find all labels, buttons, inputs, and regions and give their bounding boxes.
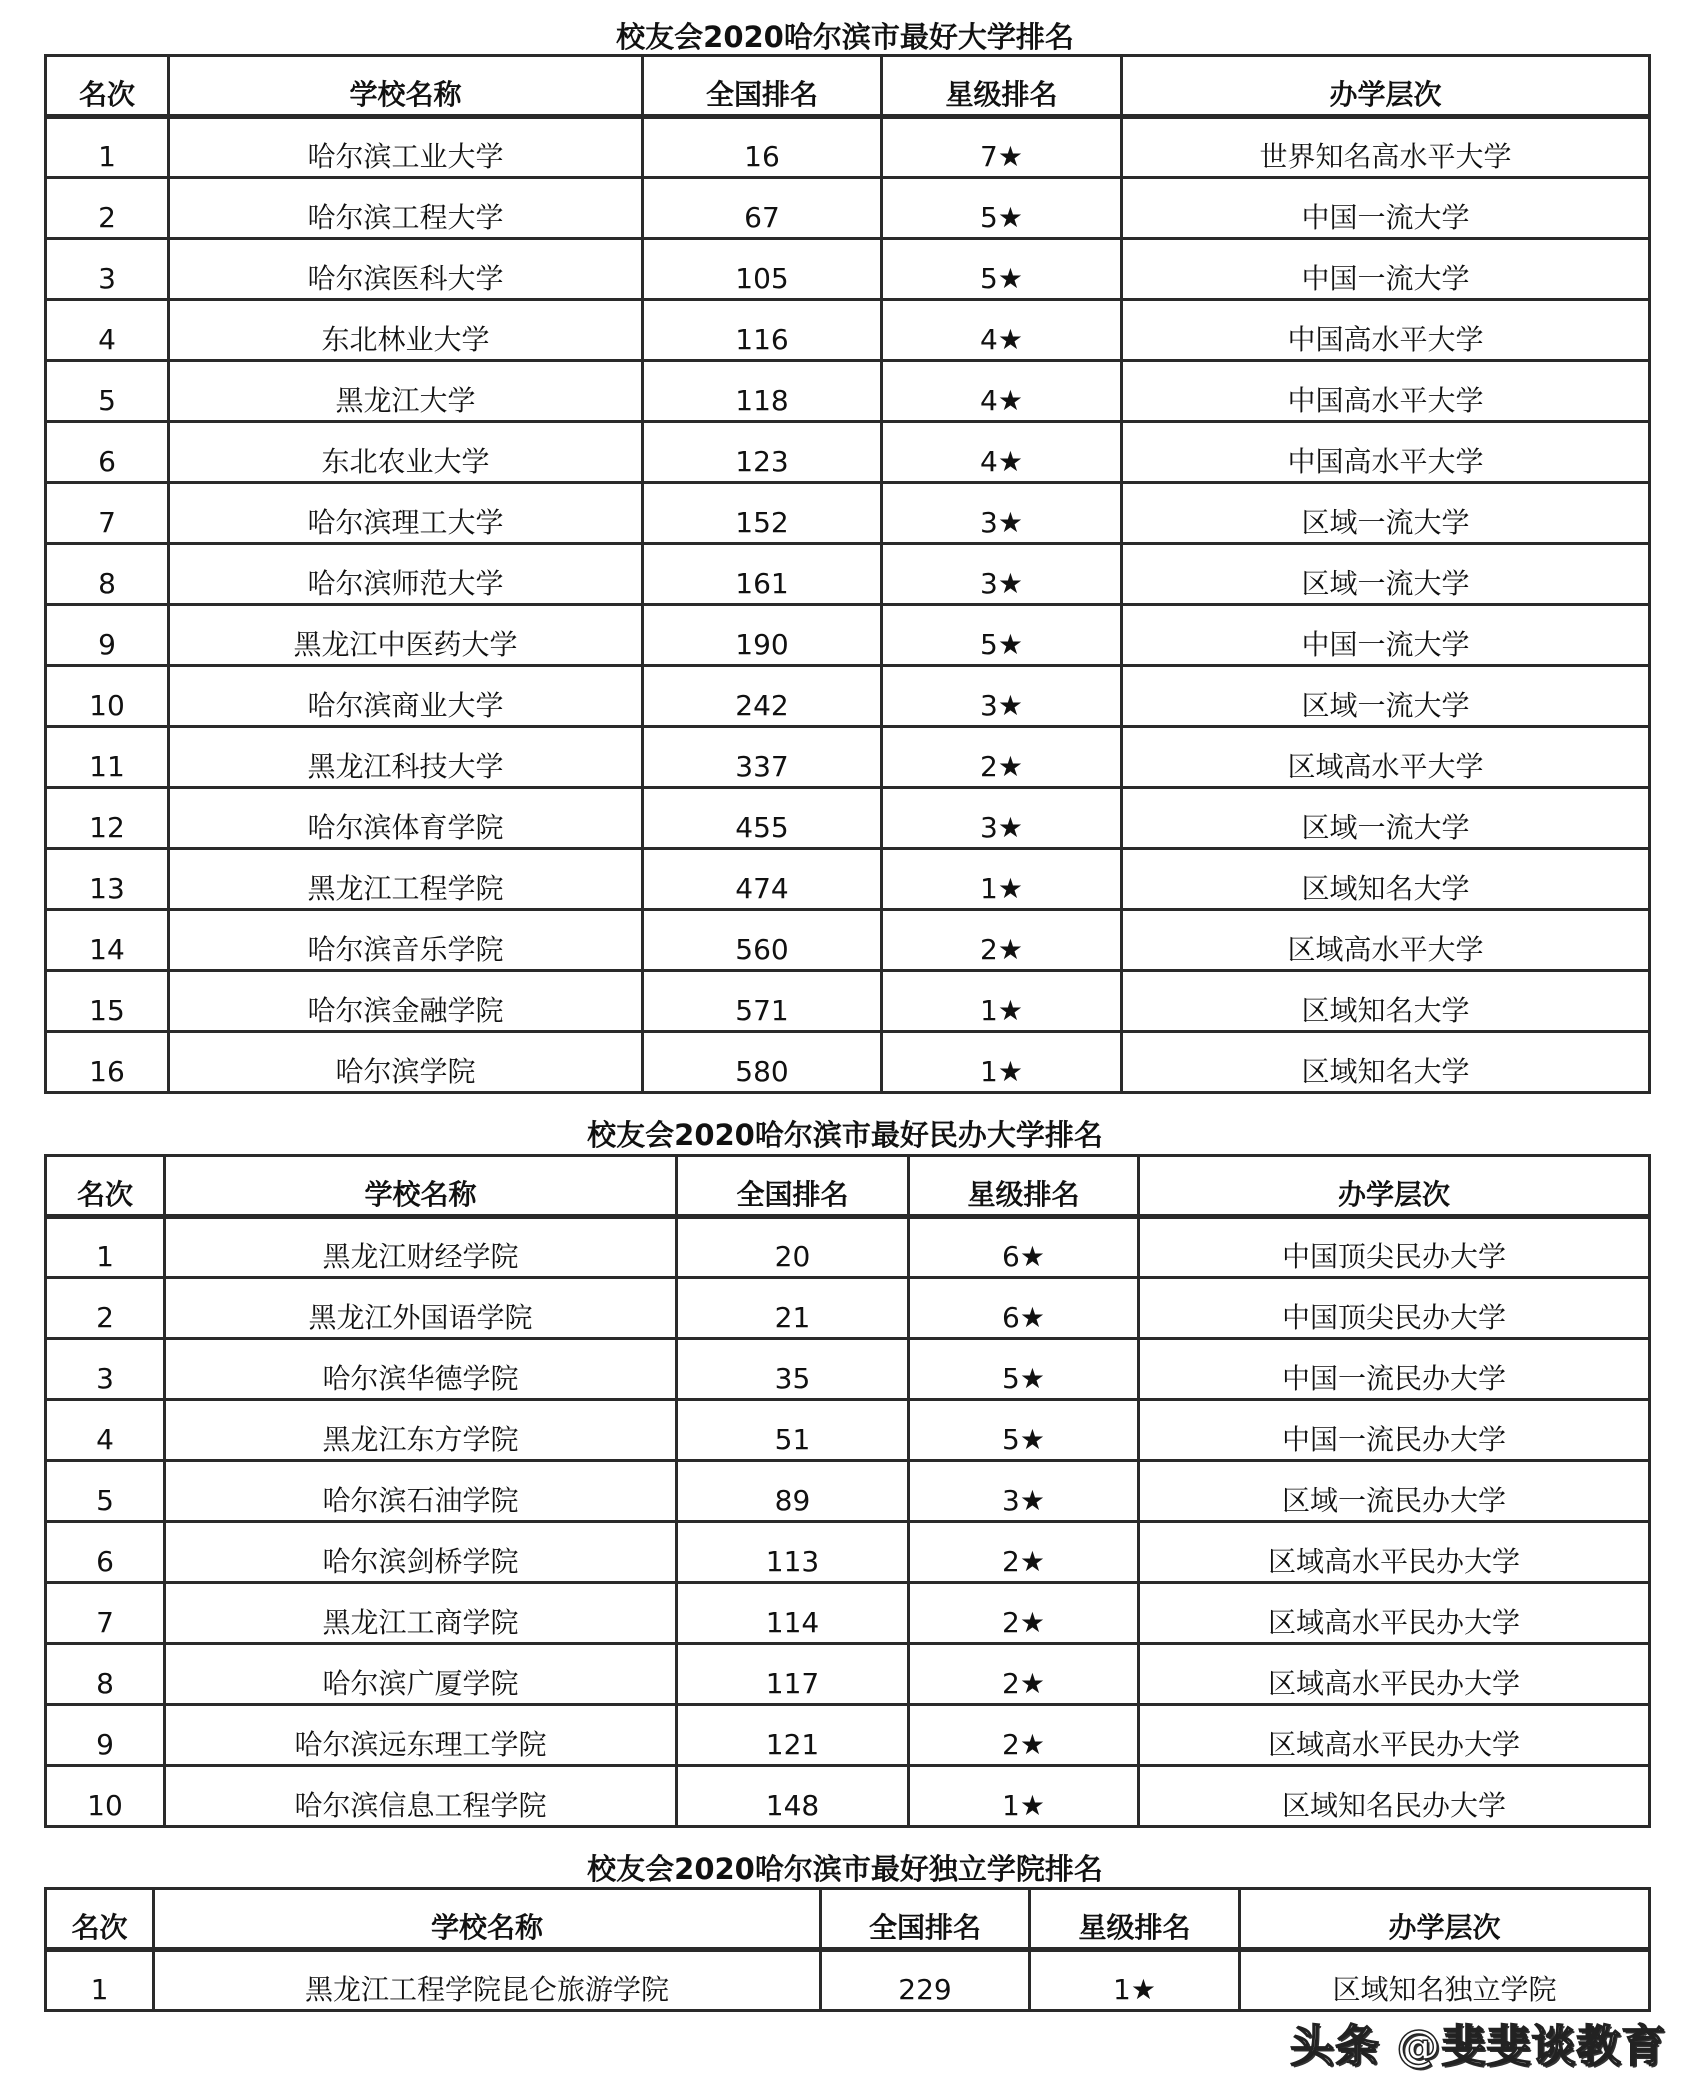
cell-rank: 2	[46, 178, 169, 239]
cell-star-rating: 7★	[882, 117, 1122, 178]
cell-national-rank: 21	[677, 1278, 909, 1339]
cell-school-name: 哈尔滨工程大学	[169, 178, 643, 239]
cell-rank: 10	[46, 666, 169, 727]
cell-level: 中国顶尖民办大学	[1139, 1278, 1650, 1339]
header-rank: 名次	[46, 56, 169, 117]
cell-star-rating: 1★	[1030, 1950, 1240, 2011]
table-row	[46, 178, 1650, 239]
cell-school-name: 哈尔滨音乐学院	[169, 910, 643, 971]
cell-level: 区域高水平大学	[1122, 727, 1650, 788]
table-row	[46, 727, 1650, 788]
cell-school-name: 黑龙江外国语学院	[165, 1278, 677, 1339]
cell-national-rank: 229	[821, 1950, 1030, 2011]
header-star-rating: 星级排名	[882, 56, 1122, 117]
cell-national-rank: 116	[643, 300, 882, 361]
cell-national-rank: 148	[677, 1766, 909, 1827]
cell-level: 区域一流民办大学	[1139, 1461, 1650, 1522]
table-row	[46, 239, 1650, 300]
cell-level: 区域一流大学	[1122, 788, 1650, 849]
cell-national-rank: 16	[643, 117, 882, 178]
header-row	[46, 56, 1650, 117]
cell-rank: 15	[46, 971, 169, 1032]
cell-national-rank: 161	[643, 544, 882, 605]
cell-level: 中国一流大学	[1122, 178, 1650, 239]
cell-national-rank: 118	[643, 361, 882, 422]
cell-school-name: 黑龙江工商学院	[165, 1583, 677, 1644]
cell-level: 中国一流民办大学	[1139, 1339, 1650, 1400]
cell-level: 区域高水平大学	[1122, 910, 1650, 971]
header-school-name: 学校名称	[165, 1156, 677, 1217]
header-rank: 名次	[46, 1889, 154, 1950]
cell-national-rank: 123	[643, 422, 882, 483]
header-national-rank: 全国排名	[821, 1889, 1030, 1950]
cell-national-rank: 117	[677, 1644, 909, 1705]
cell-level: 区域高水平民办大学	[1139, 1705, 1650, 1766]
cell-level: 中国一流大学	[1122, 605, 1650, 666]
cell-level: 中国顶尖民办大学	[1139, 1217, 1650, 1278]
cell-star-rating: 3★	[882, 483, 1122, 544]
header-row	[46, 1889, 1650, 1950]
cell-star-rating: 5★	[882, 605, 1122, 666]
cell-star-rating: 3★	[882, 666, 1122, 727]
cell-star-rating: 5★	[909, 1339, 1139, 1400]
table-row	[46, 788, 1650, 849]
table-row	[46, 300, 1650, 361]
cell-star-rating: 1★	[909, 1766, 1139, 1827]
cell-school-name: 黑龙江大学	[169, 361, 643, 422]
cell-star-rating: 4★	[882, 422, 1122, 483]
table-row	[46, 605, 1650, 666]
cell-national-rank: 20	[677, 1217, 909, 1278]
cell-star-rating: 2★	[909, 1583, 1139, 1644]
cell-rank: 9	[46, 1705, 165, 1766]
cell-rank: 8	[46, 1644, 165, 1705]
cell-level: 区域一流大学	[1122, 544, 1650, 605]
cell-rank: 14	[46, 910, 169, 971]
table-row	[46, 971, 1650, 1032]
header-national-rank: 全国排名	[643, 56, 882, 117]
cell-school-name: 黑龙江财经学院	[165, 1217, 677, 1278]
cell-school-name: 黑龙江东方学院	[165, 1400, 677, 1461]
table-row	[46, 1950, 1650, 2011]
cell-star-rating: 3★	[882, 544, 1122, 605]
table-title-private-universities: 校友会2020哈尔滨市最好民办大学排名	[587, 1118, 1103, 1152]
cell-star-rating: 6★	[909, 1278, 1139, 1339]
table-row	[46, 1278, 1650, 1339]
cell-level: 区域一流大学	[1122, 483, 1650, 544]
cell-national-rank: 114	[677, 1583, 909, 1644]
cell-national-rank: 474	[643, 849, 882, 910]
table-title-universities: 校友会2020哈尔滨市最好大学排名	[616, 20, 1074, 54]
cell-rank: 4	[46, 300, 169, 361]
cell-national-rank: 51	[677, 1400, 909, 1461]
cell-rank: 6	[46, 1522, 165, 1583]
cell-rank: 11	[46, 727, 169, 788]
cell-star-rating: 3★	[882, 788, 1122, 849]
cell-level: 区域知名大学	[1122, 849, 1650, 910]
cell-rank: 2	[46, 1278, 165, 1339]
cell-rank: 7	[46, 1583, 165, 1644]
cell-level: 区域一流大学	[1122, 666, 1650, 727]
cell-level: 区域知名大学	[1122, 971, 1650, 1032]
table-row	[46, 1032, 1650, 1093]
header-school-name: 学校名称	[154, 1889, 821, 1950]
cell-national-rank: 337	[643, 727, 882, 788]
header-star-rating: 星级排名	[909, 1156, 1139, 1217]
cell-level: 区域知名民办大学	[1139, 1766, 1650, 1827]
cell-school-name: 黑龙江科技大学	[169, 727, 643, 788]
table-row	[46, 1217, 1650, 1278]
header-school-name: 学校名称	[169, 56, 643, 117]
cell-school-name: 哈尔滨师范大学	[169, 544, 643, 605]
table-row	[46, 1583, 1650, 1644]
cell-star-rating: 2★	[909, 1705, 1139, 1766]
cell-national-rank: 121	[677, 1705, 909, 1766]
cell-rank: 5	[46, 361, 169, 422]
cell-school-name: 哈尔滨远东理工学院	[165, 1705, 677, 1766]
cell-rank: 1	[46, 117, 169, 178]
cell-national-rank: 560	[643, 910, 882, 971]
table-row	[46, 117, 1650, 178]
table-row	[46, 910, 1650, 971]
cell-rank: 1	[46, 1217, 165, 1278]
table-row	[46, 849, 1650, 910]
cell-star-rating: 2★	[909, 1522, 1139, 1583]
table-row	[46, 666, 1650, 727]
cell-star-rating: 5★	[882, 239, 1122, 300]
cell-school-name: 哈尔滨石油学院	[165, 1461, 677, 1522]
cell-school-name: 哈尔滨医科大学	[169, 239, 643, 300]
private-universities-table	[44, 1154, 1651, 1828]
independent-colleges-table	[44, 1887, 1651, 2012]
cell-star-rating: 5★	[909, 1400, 1139, 1461]
header-level: 办学层次	[1139, 1156, 1650, 1217]
cell-level: 中国高水平大学	[1122, 422, 1650, 483]
cell-national-rank: 190	[643, 605, 882, 666]
cell-rank: 9	[46, 605, 169, 666]
cell-rank: 7	[46, 483, 169, 544]
cell-level: 中国高水平大学	[1122, 300, 1650, 361]
cell-star-rating: 2★	[909, 1644, 1139, 1705]
cell-level: 区域知名大学	[1122, 1032, 1650, 1093]
cell-school-name: 哈尔滨信息工程学院	[165, 1766, 677, 1827]
cell-school-name: 黑龙江工程学院	[169, 849, 643, 910]
cell-star-rating: 3★	[909, 1461, 1139, 1522]
cell-school-name: 哈尔滨工业大学	[169, 117, 643, 178]
cell-school-name: 哈尔滨学院	[169, 1032, 643, 1093]
cell-level: 区域高水平民办大学	[1139, 1522, 1650, 1583]
cell-school-name: 东北林业大学	[169, 300, 643, 361]
cell-school-name: 哈尔滨华德学院	[165, 1339, 677, 1400]
cell-level: 中国一流大学	[1122, 239, 1650, 300]
cell-star-rating: 4★	[882, 361, 1122, 422]
cell-level: 区域高水平民办大学	[1139, 1644, 1650, 1705]
cell-star-rating: 1★	[882, 849, 1122, 910]
cell-national-rank: 455	[643, 788, 882, 849]
cell-school-name: 哈尔滨剑桥学院	[165, 1522, 677, 1583]
cell-national-rank: 35	[677, 1339, 909, 1400]
table-row	[46, 483, 1650, 544]
cell-rank: 12	[46, 788, 169, 849]
cell-star-rating: 4★	[882, 300, 1122, 361]
cell-national-rank: 89	[677, 1461, 909, 1522]
cell-rank: 3	[46, 239, 169, 300]
table-row	[46, 544, 1650, 605]
header-national-rank: 全国排名	[677, 1156, 909, 1217]
cell-level: 区域高水平民办大学	[1139, 1583, 1650, 1644]
table-row	[46, 1766, 1650, 1827]
cell-national-rank: 113	[677, 1522, 909, 1583]
table-row	[46, 422, 1650, 483]
cell-star-rating: 6★	[909, 1217, 1139, 1278]
cell-school-name: 哈尔滨理工大学	[169, 483, 643, 544]
cell-school-name: 哈尔滨广厦学院	[165, 1644, 677, 1705]
cell-rank: 10	[46, 1766, 165, 1827]
table-row	[46, 1522, 1650, 1583]
cell-national-rank: 242	[643, 666, 882, 727]
cell-school-name: 黑龙江工程学院昆仑旅游学院	[154, 1950, 821, 2011]
cell-star-rating: 2★	[882, 727, 1122, 788]
cell-rank: 16	[46, 1032, 169, 1093]
cell-rank: 5	[46, 1461, 165, 1522]
header-level: 办学层次	[1240, 1889, 1650, 1950]
cell-school-name: 哈尔滨商业大学	[169, 666, 643, 727]
cell-national-rank: 152	[643, 483, 882, 544]
table-row	[46, 1339, 1650, 1400]
cell-national-rank: 67	[643, 178, 882, 239]
cell-national-rank: 571	[643, 971, 882, 1032]
header-rank: 名次	[46, 1156, 165, 1217]
cell-star-rating: 5★	[882, 178, 1122, 239]
cell-star-rating: 1★	[882, 971, 1122, 1032]
header-row	[46, 1156, 1650, 1217]
cell-rank: 3	[46, 1339, 165, 1400]
cell-rank: 6	[46, 422, 169, 483]
cell-national-rank: 105	[643, 239, 882, 300]
table-title-independent-colleges: 校友会2020哈尔滨市最好独立学院排名	[587, 1852, 1103, 1886]
cell-level: 区域知名独立学院	[1240, 1950, 1650, 2011]
header-level: 办学层次	[1122, 56, 1650, 117]
table-row	[46, 1461, 1650, 1522]
cell-rank: 8	[46, 544, 169, 605]
cell-school-name: 黑龙江中医药大学	[169, 605, 643, 666]
table-row	[46, 1705, 1650, 1766]
cell-star-rating: 2★	[882, 910, 1122, 971]
cell-rank: 4	[46, 1400, 165, 1461]
table-row	[46, 1644, 1650, 1705]
cell-level: 中国一流民办大学	[1139, 1400, 1650, 1461]
cell-level: 世界知名高水平大学	[1122, 117, 1650, 178]
cell-rank: 1	[46, 1950, 154, 2011]
cell-school-name: 哈尔滨金融学院	[169, 971, 643, 1032]
table-row	[46, 1400, 1650, 1461]
universities-table	[44, 54, 1651, 1094]
cell-level: 中国高水平大学	[1122, 361, 1650, 422]
cell-school-name: 东北农业大学	[169, 422, 643, 483]
cell-rank: 13	[46, 849, 169, 910]
cell-star-rating: 1★	[882, 1032, 1122, 1093]
table-row	[46, 361, 1650, 422]
cell-school-name: 哈尔滨体育学院	[169, 788, 643, 849]
cell-national-rank: 580	[643, 1032, 882, 1093]
header-star-rating: 星级排名	[1030, 1889, 1240, 1950]
watermark: 头条 @斐斐谈教育	[1290, 2021, 1667, 2072]
